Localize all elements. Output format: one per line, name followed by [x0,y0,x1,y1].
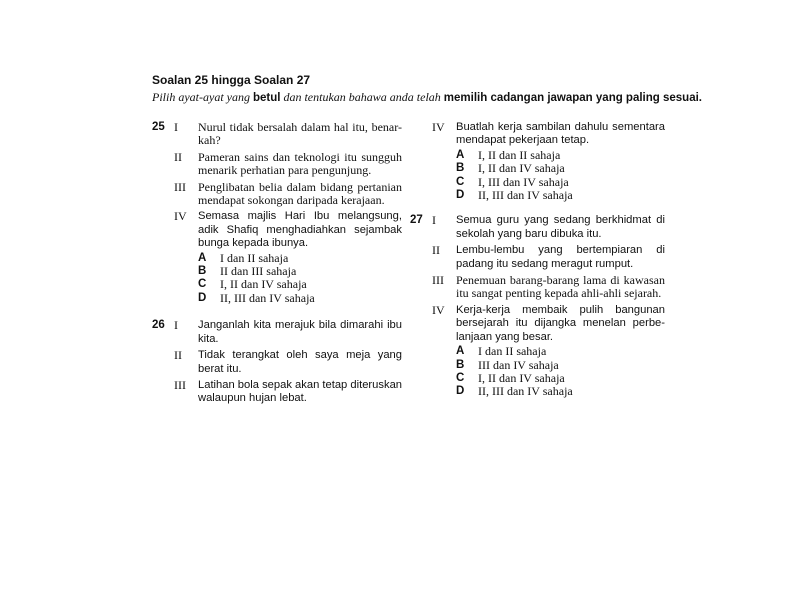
roman-numeral: II [432,243,440,258]
option-letter: C [198,278,207,291]
q27-statement-2 [410,244,665,271]
right-column [410,121,665,399]
statement-text: Lembu-lembu yang bertempiaran di padang itu sedang meragut rumput. [456,244,665,270]
question-26-continued [410,121,665,202]
q25-statement-1 [152,121,402,148]
option-text: II, III dan IV sahaja [220,290,315,305]
statement-text: Semua guru yang sedang berkhidmat di sekolah yang baru dibuka itu. [456,214,665,240]
roman-numeral: IV [174,209,187,224]
option-text: II dan III sahaja [220,264,297,279]
q25-statement-4 [152,210,402,250]
option-text: I, II dan IV sahaja [220,277,307,292]
q27-options [456,345,665,399]
option-text: III dan IV sahaja [478,357,559,372]
option-d[interactable] [456,385,665,398]
option-letter: A [456,148,465,161]
option-text: I, III dan IV sahaja [478,174,569,189]
question-25 [152,121,402,305]
q26-number: 26 [152,319,165,332]
instr-italic-1: Pilih ayat-ayat yang [152,90,250,104]
question-26 [152,319,402,405]
statement-text: Latihan bola sepak akan tetap diteruskan walaupun hujan lebat. [198,378,403,405]
q26-statement-2 [152,349,402,376]
option-c[interactable] [198,278,402,291]
option-a[interactable] [456,345,665,358]
option-b[interactable] [456,162,665,175]
question-27 [410,214,665,398]
statement-text: Pameran sains dan teknologi itu sungguh menarik perhatian para pengunjung. [198,149,402,178]
instructions [152,90,702,105]
q25-statement-3 [152,181,402,208]
option-letter: D [198,291,207,304]
instr-bold-1: betul [252,92,281,104]
instr-bold-2: memilih cadangan jawapan yang paling sesuai. [443,92,702,104]
statement-text: Janganlah kita merajuk bila dimarahi ibu kita. [198,319,402,345]
option-letter: D [456,189,465,202]
option-letter: B [456,358,465,371]
option-letter: C [456,371,465,384]
q27-number: 27 [410,214,423,227]
option-text: I dan II sahaja [478,344,547,359]
section-title: Soalan 25 hingga Soalan 27 [152,73,311,87]
left-column [152,121,402,406]
roman-numeral: IV [432,120,445,134]
roman-numeral: III [432,273,444,288]
option-d[interactable] [198,292,402,305]
roman-numeral: I [174,120,178,134]
q25-options [198,252,402,306]
roman-numeral: II [174,348,182,363]
option-text: I, II dan II sahaja [478,147,561,162]
roman-numeral: III [174,377,186,392]
option-a[interactable] [456,149,665,162]
option-a[interactable] [198,252,402,265]
option-letter: B [456,162,465,175]
statement-text: Penemuan barang-barang lama di kawasan itu sangat penting kepada ahli-ahli sejarah. [456,273,665,301]
statement-text: Buatlah kerja sambilan dahulu sementara mendapat pekerjaan tetap. [456,121,665,147]
q26-options [456,149,665,203]
option-letter: A [456,345,465,358]
roman-numeral: I [174,318,178,333]
statement-text: Penglibatan belia dalam bidang pertanian mendapat sokongan daripada kerajaan. [198,179,402,208]
option-d[interactable] [456,189,665,202]
option-text: I, II dan IV sahaja [478,161,565,176]
q26-statement-1 [152,319,402,346]
instr-italic-2: dan tentukan bahawa anda telah [283,90,441,104]
statement-text: Kerja-kerja membaik pulih bangunan bersejarah itu dijangka menelan perbe-lanjaan yang besar. [456,303,665,343]
roman-numeral: III [174,179,186,194]
option-text: II, III dan IV sahaja [478,384,573,399]
q27-statement-1 [410,214,665,241]
statement-text: Tidak terangkat oleh saya meja yang berat itu. [198,349,402,375]
q27-statement-4 [410,304,665,344]
option-letter: B [198,265,207,278]
q26-statement-4 [410,121,665,148]
q25-number: 25 [152,121,165,133]
q27-statement-3 [410,274,665,301]
option-c[interactable] [456,372,665,385]
option-letter: A [198,251,207,264]
statement-text: Semasa majlis Hari Ibu melangsung, adik Shafiq menghadiahkan sejambak bunga kepada ibunya. [198,210,402,250]
statement-text: Nurul tidak bersalah dalam hal itu, benar-kah? [198,120,402,148]
option-text: I, II dan IV sahaja [478,370,565,385]
option-text: I dan II sahaja [220,250,289,265]
option-letter: C [456,175,465,188]
option-b[interactable] [456,359,665,372]
option-text: II, III dan IV sahaja [478,188,573,203]
option-b[interactable] [198,265,402,278]
q26-statement-3 [152,379,402,406]
roman-numeral: IV [432,302,445,317]
option-c[interactable] [456,176,665,189]
roman-numeral: I [432,213,436,228]
roman-numeral: II [174,149,182,164]
q25-statement-2 [152,151,402,178]
option-letter: D [456,385,465,398]
